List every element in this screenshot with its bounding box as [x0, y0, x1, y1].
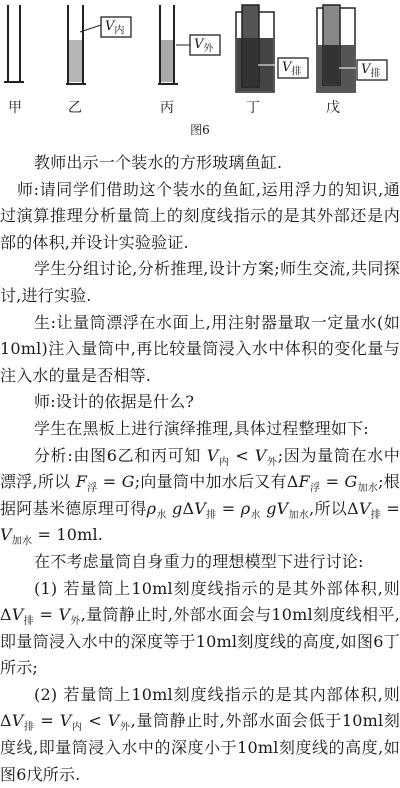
paragraph: 在不考虑量筒自身重力的理想模型下进行讨论:: [34, 551, 364, 571]
paragraph: 教师出示一个装水的方形玻璃鱼缸.: [34, 153, 283, 172]
label-v-nei: $V_内$: [105, 19, 125, 37]
paragraph: 师:设计的依据是什么?: [34, 392, 195, 412]
paragraph: 生:让量筒漂浮在水面上,用注射器量取一定量水(如10ml)注入量筒中,再比较量筒浸入水中体积的变化量与注入水的量是否相等.: [0, 312, 400, 385]
label-yi: 乙: [68, 100, 82, 116]
paragraph-analysis: 分析:由图6乙和丙可知 $V_内 < V_外$;因为量筒在水中漂浮,所以 $F_浮 = G$;向量筒中加水后又有$\Delta F_浮 = G_{加水}$;根据阿基米德原理可得$\rho_水$ $g\Delta V_排 = \rho_水$ $gV_{加水}$,所以$\Delta V_排 = V_{加水} = 10ml$.: [0, 445, 400, 548]
paragraph-case-1: (1) 若量筒上10ml刻度线指示的是其外部体积,则$\Delta V_排 = V_外$,量筒静止时,外部水面会与10ml刻度线相平,即量筒浸入水中的深度等于10ml刻度线的高度,如图6丁所示;: [0, 578, 400, 678]
label-wu: 戊: [326, 100, 340, 116]
label-v-pai-wu: $V_排$: [361, 62, 381, 80]
label-v-pai-ding: $V_排$: [282, 60, 302, 78]
label-jia: 甲: [8, 100, 22, 116]
cylinder-jia: [4, 5, 24, 82]
paragraph-case-2: (2) 若量筒上10ml刻度线指示的是其内部体积,则$\Delta V_排 = V_内 < V_外$,量筒静止时,外部水面会低于10ml刻度线,即量筒浸入水中的深度小于10ml刻度线的高度,如图6戊所示.: [0, 684, 400, 784]
label-bing: 丙: [160, 100, 174, 116]
cylinder-yi: [66, 5, 131, 84]
paragraph: 学生在黑板上进行演绎推理,具体过程整理如下:: [34, 418, 369, 438]
label-ding: 丁: [246, 100, 260, 116]
paragraph: 学生分组讨论,分析推理,设计方案;师生交流,共同探讨,进行实验.: [0, 259, 400, 305]
cylinder-ding: [236, 5, 308, 92]
label-v-wai: $V_外$: [194, 37, 214, 55]
paragraph: 师:请同学们借助这个装水的鱼缸,运用浮力的知识,通过演算推理分析量筒上的刻度线指示的是其外部还是内部的体积,并设计实验验证.: [0, 179, 400, 252]
article-body: [0, 150, 400, 788]
figure-caption: 图6: [190, 123, 210, 137]
